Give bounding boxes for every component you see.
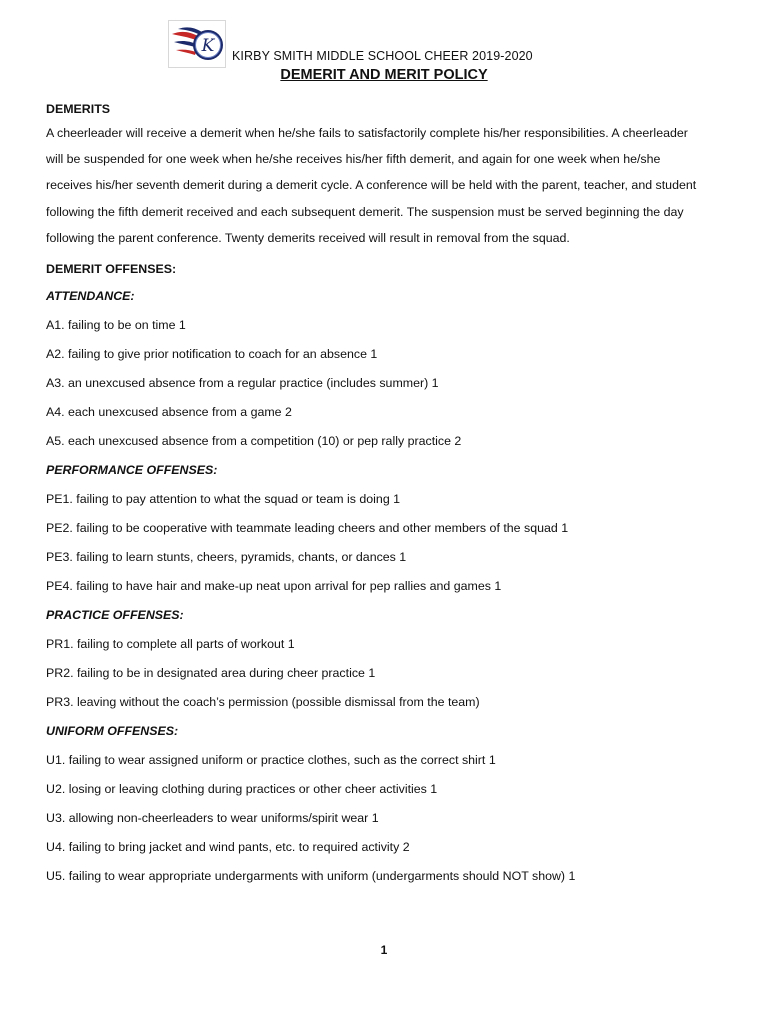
offense-item: A2. failing to give prior notification to coach for an absence 1 [46,347,378,362]
offense-item: U4. failing to bring jacket and wind pants, etc. to required activity 2 [46,840,410,855]
offense-item: PE2. failing to be cooperative with teammate leading cheers and other members of the squad 1 [46,521,569,536]
offense-item: PR3. leaving without the coach’s permission (possible dismissal from the team) [46,695,480,710]
category-title-uniform: UNIFORM OFFENSES: [46,724,179,739]
offense-item: A1. failing to be on time 1 [46,318,186,333]
offense-item: PR1. failing to complete all parts of workout 1 [46,637,295,652]
offense-item: PR2. failing to be in designated area during cheer practice 1 [46,666,376,681]
school-title: KIRBY SMITH MIDDLE SCHOOL CHEER 2019-2020 [232,49,533,63]
offense-item: A5. each unexcused absence from a competition (10) or pep rally practice 2 [46,434,462,449]
intro-line: A cheerleader will receive a demerit when he/she fails to satisfactorily complete his/her responsibilities. A cheerleader [46,126,688,140]
offense-item: PE1. failing to pay attention to what the squad or team is doing 1 [46,492,401,507]
offense-item: U2. losing or leaving clothing during practices or other cheer activities 1 [46,782,438,797]
school-logo [168,20,226,68]
logo-letter: K [201,36,215,56]
demerits-heading: DEMERITS [46,102,111,116]
offense-item: U1. failing to wear assigned uniform or practice clothes, such as the correct shirt 1 [46,753,496,768]
category-title-practice: PRACTICE OFFENSES: [46,608,184,623]
school-logo-graphic [168,20,226,68]
policy-title [0,67,768,83]
offense-item: U5. failing to wear appropriate undergarments with uniform (undergarments should NOT show) 1 [46,869,576,884]
offense-item: U3. allowing non-cheerleaders to wear uniforms/spirit wear 1 [46,811,379,826]
offense-item: A3. an unexcused absence from a regular practice (includes summer) 1 [46,376,439,391]
policy-title-text: DEMERIT AND MERIT POLICY [280,67,488,83]
category-title-performance: PERFORMANCE OFFENSES: [46,463,218,478]
intro-line: will be suspended for one week when he/she receives his/her fifth demerit, and again for one week when he/she [46,152,661,167]
offense-item: A4. each unexcused absence from a game 2 [46,405,292,420]
offense-item: PE3. failing to learn stunts, cheers, pyramids, chants, or dances 1 [46,550,407,565]
offenses-heading: DEMERIT OFFENSES: [46,262,177,277]
demerits-intro [46,120,736,251]
intro-line: following the fifth demerit received and each subsequent demerit. The suspension must be served beginning the day [46,204,684,219]
document-body [46,98,736,891]
page-number: 1 [380,943,388,957]
intro-line: following the parent conference. Twenty demerits received will result in removal from the squad. [46,230,570,245]
category-title-attendance: ATTENDANCE: [46,289,135,304]
intro-line: receives his/her seventh demerit during a demerit cycle. A conference will be held with the parent, teacher, and student [46,178,697,193]
offense-item: PE4. failing to have hair and make-up neat upon arrival for pep rallies and games 1 [46,579,502,594]
